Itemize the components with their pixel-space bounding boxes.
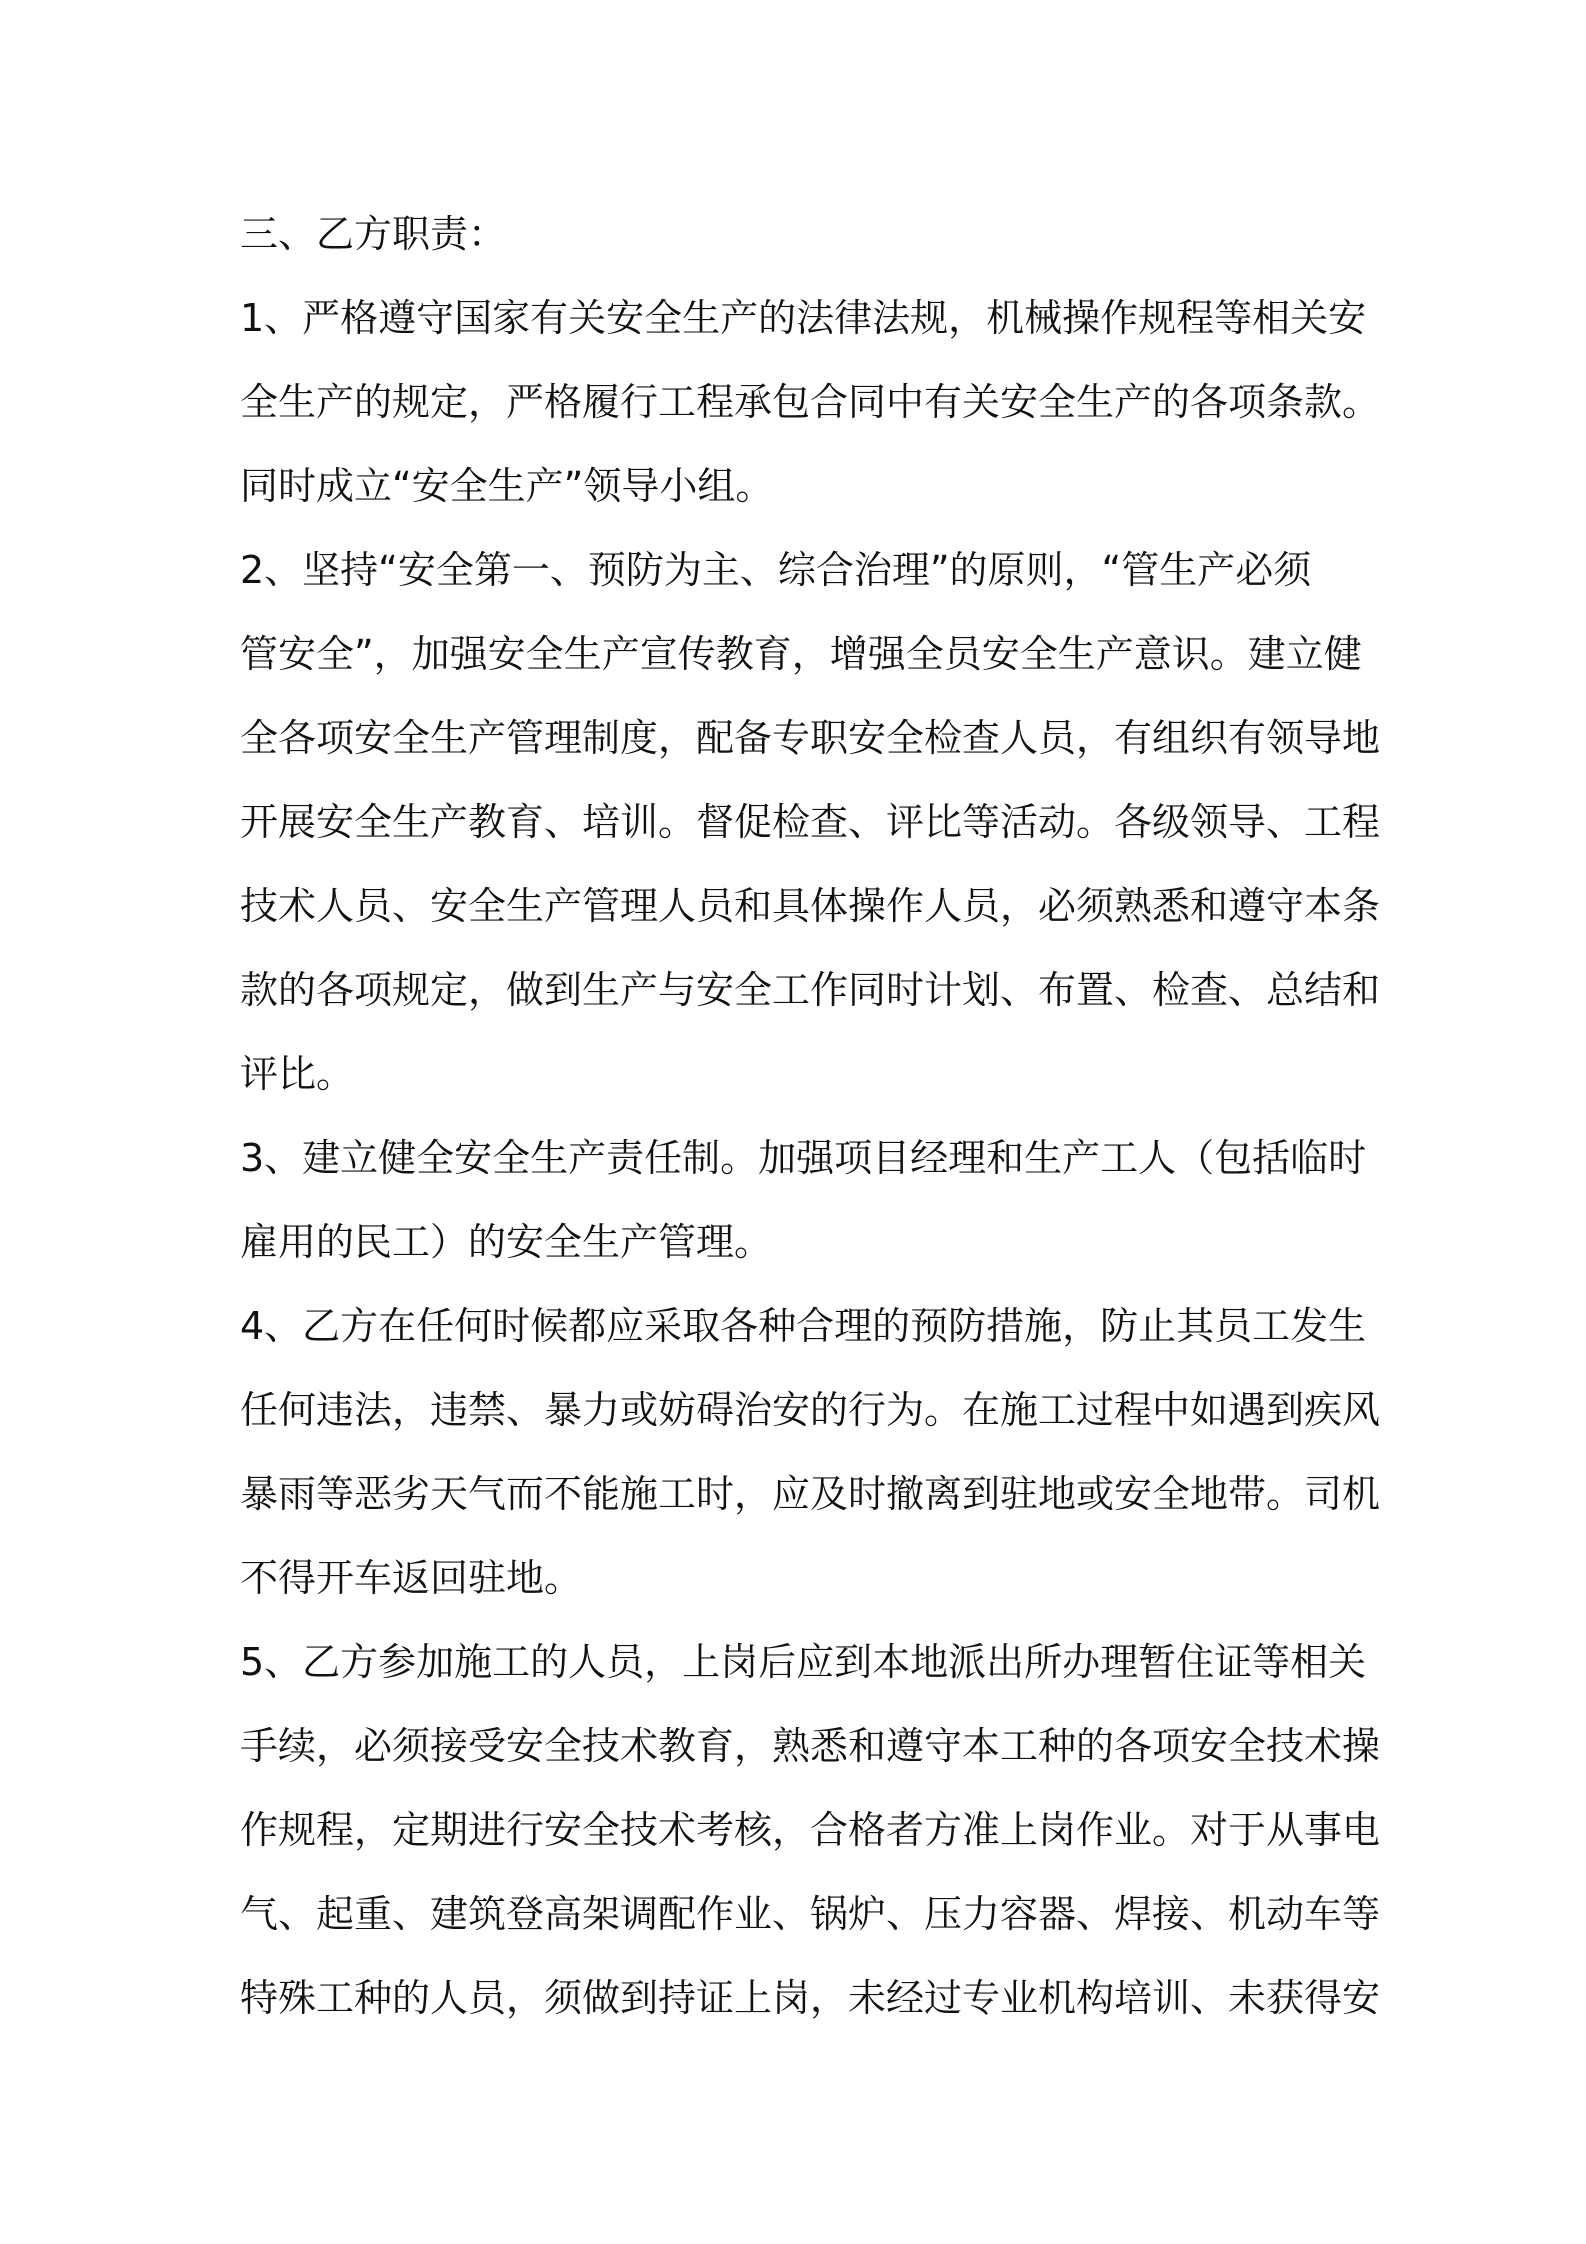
body-line: 管安全”，加强安全生产宣传教育，增强全员安全生产意识。建立健 xyxy=(240,632,1362,676)
body-line: 同时成立“安全生产”领导小组。 xyxy=(240,464,774,508)
body-line: 3、建立健全安全生产责任制。加强项目经理和生产工人（包括临时 xyxy=(240,1136,1367,1180)
body-line: 全各项安全生产管理制度，配备专职安全检查人员，有组织有领导地 xyxy=(240,716,1381,760)
body-line: 任何违法，违禁、暴力或妨碍治安的行为。在施工过程中如遇到疾风 xyxy=(240,1388,1381,1432)
body-line: 全生产的规定，严格履行工程承包合同中有关安全生产的各项条款。 xyxy=(240,380,1381,424)
section-heading: 三、乙方职责： xyxy=(240,212,507,256)
body-line: 开展安全生产教育、培训。督促检查、评比等活动。各级领导、工程 xyxy=(240,800,1381,844)
body-line: 雇用的民工）的安全生产管理。 xyxy=(240,1220,773,1264)
body-line: 作规程，定期进行安全技术考核，合格者方准上岗作业。对于从事电 xyxy=(240,1808,1381,1852)
body-line: 暴雨等恶劣天气而不能施工时，应及时撤离到驻地或安全地带。司机 xyxy=(240,1472,1381,1516)
document-body xyxy=(240,192,1381,2040)
body-line: 技术人员、安全生产管理人员和具体操作人员，必须熟悉和遵守本条 xyxy=(240,884,1381,928)
body-line: 手续，必须接受安全技术教育，熟悉和遵守本工种的各项安全技术操 xyxy=(240,1724,1381,1768)
body-line: 5、乙方参加施工的人员，上岗后应到本地派出所办理暂住证等相关 xyxy=(240,1640,1367,1684)
body-line: 评比。 xyxy=(240,1052,355,1096)
body-line: 不得开车返回驻地。 xyxy=(240,1556,583,1600)
body-line: 2、坚持“安全第一、预防为主、综合治理”的原则，“管生产必须 xyxy=(240,548,1312,592)
body-line: 气、起重、建筑登高架调配作业、锅炉、压力容器、焊接、机动车等 xyxy=(240,1892,1381,1936)
body-line: 款的各项规定，做到生产与安全工作同时计划、布置、检查、总结和 xyxy=(240,968,1381,1012)
body-line: 4、乙方在任何时候都应采取各种合理的预防措施，防止其员工发生 xyxy=(240,1304,1367,1348)
body-line: 1、严格遵守国家有关安全生产的法律法规，机械操作规程等相关安 xyxy=(240,296,1367,340)
body-line: 特殊工种的人员，须做到持证上岗，未经过专业机构培训、未获得安 xyxy=(240,1976,1381,2020)
